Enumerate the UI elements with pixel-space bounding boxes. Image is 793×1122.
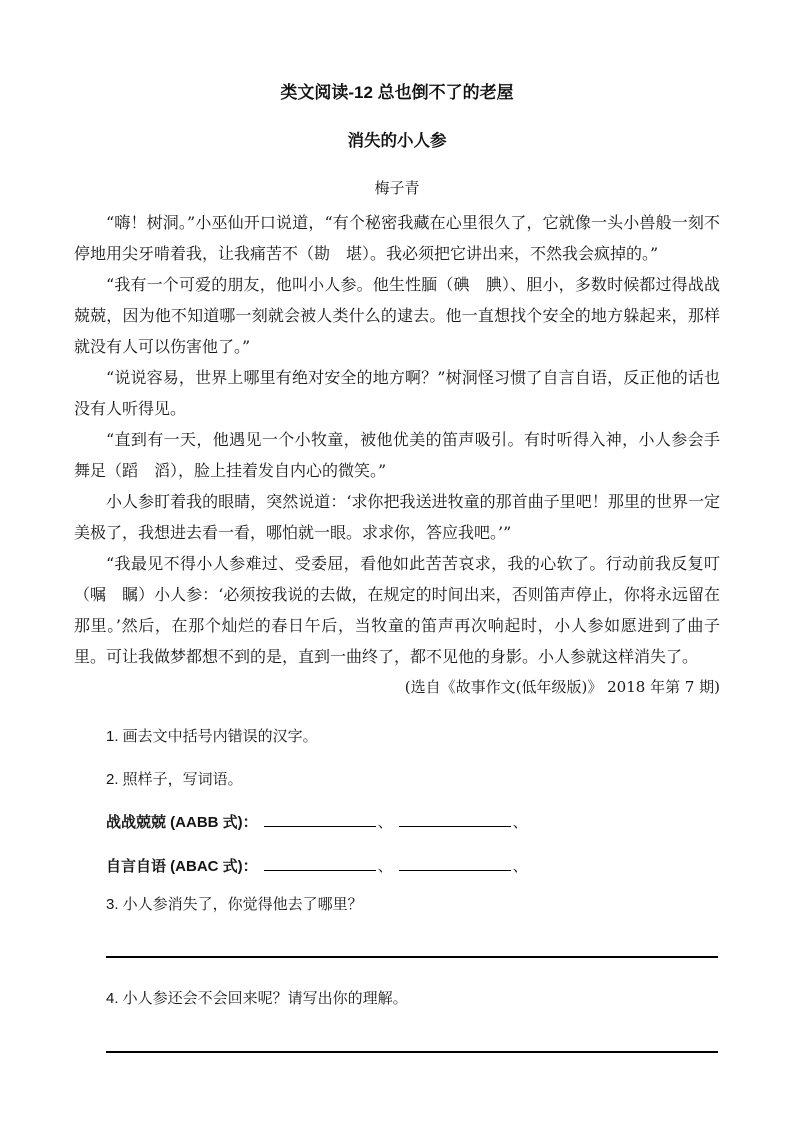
author-name: 梅子青 <box>374 179 420 197</box>
answer-blank <box>399 856 511 871</box>
answer-line-q3 <box>106 956 718 958</box>
questions-section <box>106 727 720 1053</box>
story-paragraph-6: “我最见不得小人参难过、受委屈，看他如此苦苦哀求，我的心软了。行动前我反复叮（嘱 瞩）小人参：‘必须按我说的去做，在规定的时间出来，否则笛声停止，你将永远留在那里。’然后，在那个灿烂的春日午后，当牧童的笛声再次响起时，小人参如愿进到了曲子里。可让我做梦都想不到的是，直到一曲终了，都不见他的身影。小人参就这样消失了。 <box>74 554 720 666</box>
answer-blank <box>399 812 511 827</box>
story-paragraph-3: “说说容易，世界上哪里有绝对安全的地方啊？”树洞怪习惯了自言自语，反正他的话也没有人听得见。 <box>74 368 720 418</box>
story-body <box>74 207 720 672</box>
story-paragraph-2: “我有一个可爱的朋友，他叫小人参。他生性腼（碘 腆）、胆小，多数时候都过得战战兢兢，因为他不知道哪一刻就会被人类什么的逮去。他一直想找个安全的地方躲起来，那样就没有人可以伤害他了。” <box>74 275 720 356</box>
separator-mark: 、 <box>377 858 393 875</box>
separator-mark: 、 <box>377 814 393 831</box>
question-3: 3. 小人参消失了，你觉得他去了哪里？ <box>106 896 363 913</box>
answer-line-q4 <box>106 1051 718 1053</box>
answer-blank <box>264 812 376 827</box>
page-title: 类文阅读-12 总也倒不了的老屋 <box>280 83 514 102</box>
question-4: 4. 小人参还会不会回来呢？请写出你的理解。 <box>106 990 408 1007</box>
question-2: 2. 照样子，写词语。 <box>106 771 243 788</box>
story-paragraph-1: “嗨！树洞。”小巫仙开口说道，“有个秘密我藏在心里很久了，它就像一头小兽般一刻不停地用尖牙啃着我，让我痛苦不（勘 堪）。我必须把它讲出来，不然我会疯掉的。” <box>74 213 720 263</box>
word-pattern-aabb-label: 战战兢兢 (AABB 式)： <box>106 814 258 831</box>
separator-mark: 、 <box>512 858 528 875</box>
word-pattern-aabb-row <box>106 812 720 834</box>
word-pattern-abac-label: 自言自语 (ABAC 式)： <box>106 858 258 875</box>
word-pattern-abac-row <box>106 856 720 878</box>
source-attribution: (选自《故事作文(低年级版)》 2018 年第 7 期) <box>404 678 720 696</box>
separator-mark: 、 <box>512 814 528 831</box>
answer-blank <box>264 856 376 871</box>
story-paragraph-4: “直到有一天，他遇见一个小牧童，被他优美的笛声吸引。有时听得入神，小人参会手舞足（蹈 滔），脸上挂着发自内心的微笑。” <box>74 430 720 480</box>
story-paragraph-5: 小人参盯着我的眼睛，突然说道：‘求你把我送进牧童的那首曲子里吧！那里的世界一定美极了，我想进去看一看，哪怕就一眼。求求你，答应我吧。’” <box>74 492 720 542</box>
question-1: 1. 画去文中括号内错误的汉字。 <box>106 728 318 745</box>
story-title: 消失的小人参 <box>347 132 447 150</box>
